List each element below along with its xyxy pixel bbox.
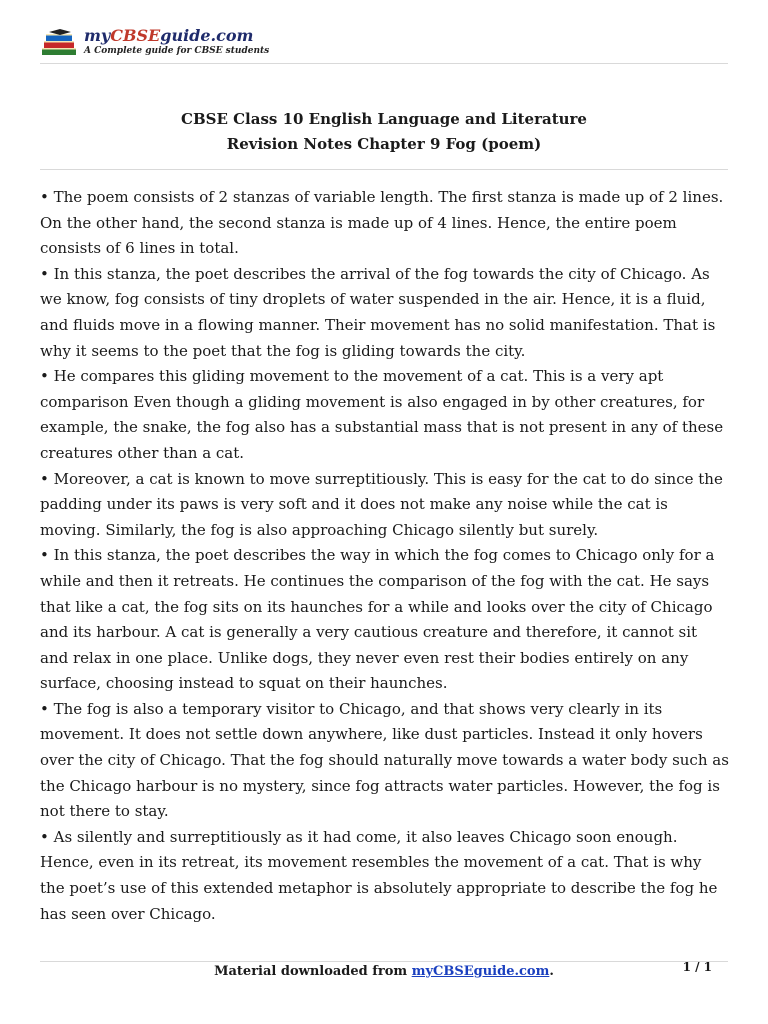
title-line-1: CBSE Class 10 English Language and Literature xyxy=(181,110,587,128)
page-number: 1 / 1 xyxy=(682,960,712,974)
note-paragraph: • As silently and surreptitiously as it had come, it also leaves Chicago soon enough. Hence, even in its retreat, its movement resembles the movement of a cat. That is why the poet’s use of this extended metaphor is absolutely appropriate to describe the fog he has seen over Chicago. xyxy=(40,827,718,923)
header-divider xyxy=(40,63,728,64)
footer-site-link[interactable]: myCBSEguide.com xyxy=(411,964,550,979)
note-paragraph: • He compares this gliding movement to the movement of a cat. This is a very apt comparison Even though a gliding movement is also engaged in by other creatures, for example, the snake, the fog also has a substantial mass that is not present in any of these creatures other than a cat. xyxy=(40,367,724,462)
books-logo-icon xyxy=(40,28,80,58)
footer-suffix: . xyxy=(549,964,554,979)
note-paragraph: • The fog is also a temporary visitor to Chicago, and that shows very clearly in its movement. It does not settle down anywhere, like dust particles. Instead it only hovers over the city of Chicago. That the fog should naturally move towards a water body such as the Chicago harbour is no mystery, since fog attracts water particles. However, the fog is not there to stay. xyxy=(40,699,729,821)
footer-text xyxy=(40,964,728,979)
document-title xyxy=(40,107,728,157)
site-header xyxy=(40,26,340,62)
logo-title-brand: CBSE xyxy=(110,26,161,45)
logo-title[interactable] xyxy=(84,26,253,45)
logo-subtitle: A Complete guide for CBSE students xyxy=(84,46,270,56)
note-paragraph: • Moreover, a cat is known to move surreptitiously. This is easy for the cat to do since the padding under its paws is very soft and it does not make any noise while the cat is moving. Similarly, the fog is also approaching Chicago silently but surely. xyxy=(40,469,723,539)
logo-title-prefix: my xyxy=(84,26,111,45)
note-paragraph: • The poem consists of 2 stanzas of variable length. The first stanza is made up of 2 lines. On the other hand, the second stanza is made up of 4 lines. Hence, the entire poem consists of 6 lines in total. xyxy=(40,188,724,258)
note-paragraph: • In this stanza, the poet describes the way in which the fog comes to Chicago only for a while and then it retreats. He continues the comparison of the fog with the cat. He says that like a cat, the fog sits on its haunches for a while and looks over the city of Chicago and its harbour. A cat is generally a very cautious creature and therefore, it cannot sit and relax in one place. Unlike dogs, they never even rest their bodies entirely on any surface, choosing instead to squat on their haunches. xyxy=(40,546,715,693)
footer-divider xyxy=(40,961,728,962)
page-footer xyxy=(40,960,728,983)
footer-prefix: Material downloaded from xyxy=(214,964,412,979)
title-line-2: Revision Notes Chapter 9 Fog (poem) xyxy=(226,135,542,153)
notes-body xyxy=(40,185,730,927)
title-divider xyxy=(40,169,728,170)
note-paragraph: • In this stanza, the poet describes the arrival of the fog towards the city of Chicago. As we know, fog consists of tiny droplets of water suspended in the air. Hence, it is a fluid, and fluids move in a flowing manner. Their movement has no solid manifestation. That is why it seems to the poet that the fog is gliding towards the city. xyxy=(40,264,716,360)
logo-title-suffix: guide.com xyxy=(160,26,254,45)
